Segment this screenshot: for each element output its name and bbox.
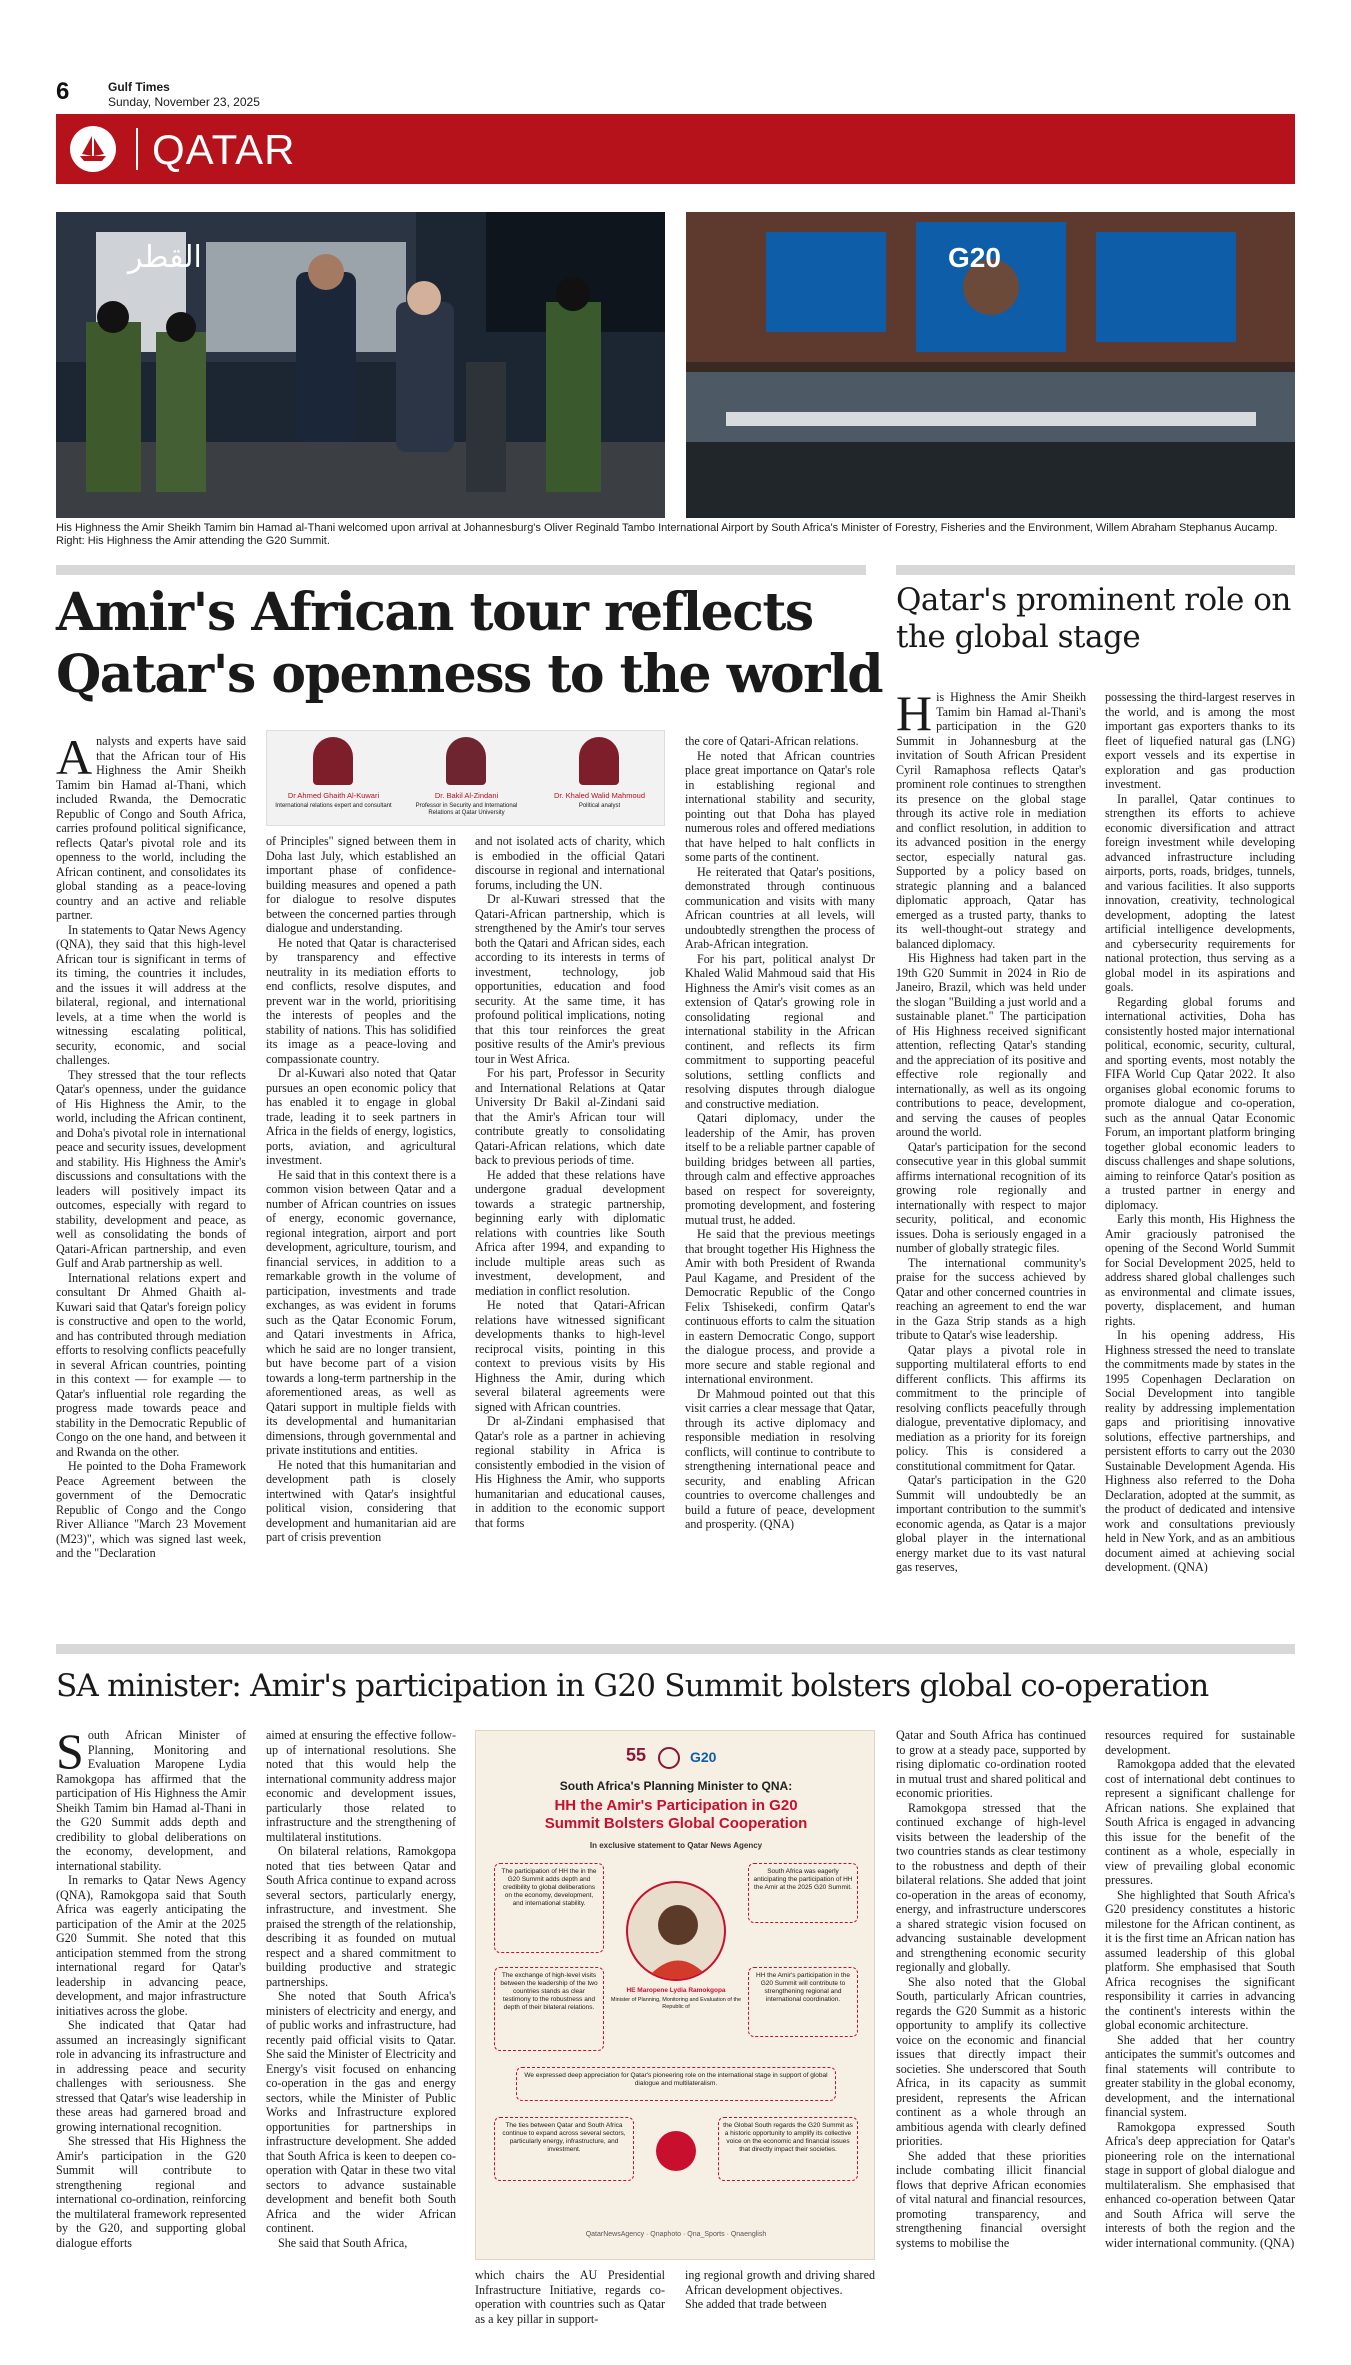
expert-role: International relations expert and consultant (275, 803, 392, 809)
graphic-subtitle: In exclusive statement to Qatar News Agency (589, 1841, 763, 1850)
qna-logo-icon (658, 1747, 680, 1769)
paragraph: She noted that South Africa's ministers of electricity and energy, and of public works and infrastructure, had recently paid official visits to Qatar. She said the Minister of Electricity and Energy's visit focused on enhancing co-operation in the gas and energy sectors, while the Minister of Public Works and Infrastructure explored opportunities for partnerships in infrastructure development. She added that South Africa is keen to deepen co-operation with Qatar in these two vital sectors to advance sustainable development and benefit both South Africa and the wider African continent. (266, 1989, 456, 2235)
paragraph: He reiterated that Qatar's positions, demonstrated through continuous communication and visits with many African countries at all levels, will undoubtedly strengthen the process of Arab-African integration. (685, 864, 875, 951)
article1-col4 (685, 734, 875, 1606)
article3-headline: SA minister: Amir's participation in G20 Summit bolsters global co-operation (56, 1668, 1209, 1704)
expert-name: Dr. Bakil Al-Zindani (434, 791, 499, 800)
paragraph: Ramokgopa added that the elevated cost of international debt continues to represent a significant challenge for African nations. She explained that South Africa is engaged in advancing this issue for the benefit of the continent as a whole, especially in view of prevailing global economic pressures. (1105, 1757, 1295, 1887)
article3-col5 (896, 1728, 1086, 2328)
paper-name: Gulf Times (108, 80, 170, 94)
paragraph: Qatar and South Africa has continued to grow at a steady pace, supported by rising diplomatic co-ordination rooted in mutual trust and shared political and economic priorities. (896, 1728, 1086, 1800)
article-rule (56, 1644, 1295, 1654)
quote-box: The participation of HH the in the G20 Summit adds depth and credibility to global deliberations on the economy, development, and international stability. (494, 1863, 604, 1953)
photo-caption: His Highness the Amir Sheikh Tamim bin Hamad al-Thani welcomed upon arrival at Johannesburg's Oliver Reginald Tambo International Airport by South Africa's Minister of Forestry, Fisheries and the Environment, Willem Abraham Stephanus Aucamp. Right: His Highness the Amir attending the G20 Summit. (56, 522, 1278, 547)
paragraph: He noted that African countries place great importance on Qatar's role in establishing regional and international stability and security, pointing out that Doha has played numerous roles and offered mediations that have helped to halt conflicts in some parts of the continent. (685, 748, 875, 864)
paragraph: aimed at ensuring the effective follow-up of international resolutions. She noted that this would help the international community address major economic and development issues, particularly those related to infrastructure and the strengthening of multilateral institutions. (266, 1728, 456, 1844)
paragraph: South African Minister of Planning, Monitoring and Evaluation Maropene Lydia Ramokgopa has affirmed that the participation of His Highness the Amir Sheikh Tamim bin Hamad al-Thani in the G20 Summit adds depth and credibility to global deliberations on the economy, development, and international stability. (56, 1728, 246, 1873)
paragraph: Early this month, His Highness the Amir graciously patronised the opening of the Second World Summit for Social Development 2025, held to address shared global challenges such as environmental and climate issues, poverty, displacement, and human rights. (1105, 1212, 1295, 1328)
paragraph: Qatari diplomacy, under the leadership of the Amir, has proven itself to be a reliable partner capable of building bridges between all parties, through calm and effective approaches based on respect for sovereignty, promoting development, and fostering mutual trust, he added. (685, 1111, 875, 1227)
article2-col1 (896, 690, 1086, 1606)
article-rule (56, 565, 866, 575)
paragraph: She indicated that Qatar had assumed an increasingly significant role in advancing its infrastructure and in addressing peace and security challenges with seriousness. She stressed that Qatar's wise leadership in these areas had garnered broad and growing international recognition. (56, 2018, 246, 2134)
article-rule (896, 565, 1295, 575)
article3-col6 (1105, 1728, 1295, 2328)
paragraph: The international community's praise for the success achieved by Qatar and other concerned countries in reaching an agreement to end the war in the Gaza Strip stands as a high tribute to Qatar's wise leadership. (896, 1255, 1086, 1342)
paragraph: Qatar's participation for the second consecutive year in this global summit affirms international recognition of its growing role regionally and internationally with respect to major security, political, and economic issues. Doha is seriously engaged in a number of globally strategic files. (896, 1139, 1086, 1255)
paragraph: Ramokgopa expressed South Africa's deep appreciation for Qatar's pioneering role on the international stage in support of global dialogue and multilateralism. She emphasised that enhanced co-operation between Qatar and South Africa will serve the interests of both the region and the wider international community. (QNA) (1105, 2119, 1295, 2250)
paragraph: He noted that Qatar is characterised by transparency and effective neutrality in its mediation efforts to end conflicts, resolve disputes, and prevent war in the world, prioritising the interests of peoples and the stability of nations. This has solidified its image as a peace-loving and compassionate country. (266, 935, 456, 1066)
dhow-logo-icon (70, 126, 116, 172)
paragraph: His Highness had taken part in the 19th G20 Summit in 2024 in Rio de Janeiro, Brazil, which was held under the slogan "Building a just world and a sustainable planet." The participation of His Highness received significant attention, reflecting Qatar's standing and the appreciation of its positive and effective role regionally and internationally, as well as its ongoing contributions to peace, development, and serving the causes of peoples around the world. (896, 951, 1086, 1139)
page-number: 6 (56, 78, 70, 105)
paragraph: He pointed to the Doha Framework Peace Agreement between the government of the Democratic Republic of Congo and the Congo River Alliance "March 23 Movement (M23)", which was signed last week, and the "Declaration (56, 1459, 246, 1560)
paragraph: and not isolated acts of charity, which is embodied in the official Qatari discourse in regional and international forums, including the UN. (475, 834, 665, 892)
section-divider (136, 128, 138, 170)
article1-col1 (56, 734, 246, 1606)
minister-portrait (626, 1881, 726, 1981)
quote-box: The exchange of high-level visits between the leadership of the two countries stands as clear testimony to the robustness and depth of their bilateral relations. (494, 1967, 604, 2051)
airport-sign: القطر (128, 240, 202, 275)
issue-date: Sunday, November 23, 2025 (108, 95, 260, 109)
paragraph: He noted that this humanitarian and development path is closely intertwined with Qatar's insightful political vision, considering that development and humanitarian aid are part of crisis prevention (266, 1457, 456, 1544)
paragraph: He added that these relations have undergone gradual development towards a strategic partnership, beginning early with diplomatic relations with countries like South Africa after 1994, and expanding to include multiple areas such as investment, development, and mediation in conflict resolution. (475, 1167, 665, 1298)
paragraph: For his part, Professor in Security and International Relations at Qatar University Dr Bakil al-Zindani said that the Amir's African tour will contribute greatly to consolidating Qatari-African relations, which date back to previous periods of time. (475, 1066, 665, 1167)
article1-col3 (475, 834, 665, 1606)
expert-role: Political analyst (578, 803, 621, 809)
paragraph: On bilateral relations, Ramokgopa noted that ties between Qatar and South Africa continue to expand across several sectors, particularly energy, infrastructure, and investment. She praised the strength of the relationship, describing it as founded on mutual respect and a shared commitment to building productive and strategic partnerships. (266, 1844, 456, 1989)
avatar (446, 737, 486, 785)
paragraph: In statements to Qatar News Agency (QNA), they said that this high-level African tour is significant in terms of its timing, the countries it includes, and the issues it will address at the bilateral, regional, and international levels, at a time when the world is witnessing escalating political, security, economic, and social challenges. (56, 922, 246, 1067)
article3-col1 (56, 1728, 246, 2328)
paragraph: She also noted that the Global South, particularly African countries, regards the G20 Summit as a historic opportunity to amplify its collective voice on the economic and financial issues that directly impact their societies. She underscored that South Africa, in its capacity as summit president, represents the African continent as a whole through an ambitious agenda with clearly defined priorities. (896, 1974, 1086, 2148)
anniversary-logo: 55 (626, 1745, 647, 1765)
social-footer: QatarNewsAgency · Qnaphoto · Qna_Sports · Qnaenglish (585, 2231, 767, 2238)
expert-role: Professor in Security and International Relations at Qatar University (415, 803, 518, 816)
graphic-headline-line: HH the Amir's Participation in G20 (554, 1797, 798, 1814)
paragraph: Dr al-Kuwari also noted that Qatar pursues an open economic policy that has enabled it to engage in global trade, leading it to seek partners in Africa in the fields of energy, logistics, ports, aviation, and agricultural investment. (266, 1066, 456, 1167)
paragraph: In remarks to Qatar News Agency (QNA), Ramokgopa said that South Africa was eagerly anticipating the participation of the Amir at the 2025 G20 Summit. She noted that this anticipation stemmed from the strong international regard for Qatar's leadership in advancing peace, development, and major infrastructure initiatives across the globe. (56, 1873, 246, 2018)
section-banner (56, 114, 1295, 184)
avatar (579, 737, 619, 785)
paragraph: For his part, political analyst Dr Khaled Walid Mahmoud said that His Highness the Amir's visit comes as an extension of Qatar's growing role in consolidating regional and international stability in the African continent, and reflects its firm commitment to supporting peaceful solutions, settling conflicts and resolving disputes through dialogue and constructive mediation. (685, 951, 875, 1111)
graphic-headline (476, 1797, 875, 1833)
quote-box-wide: We expressed deep appreciation for Qatar's pioneering role on the international stage in support of global dialogue and multilateralism. (516, 2067, 836, 2101)
paragraph: He noted that Qatari-African relations have witnessed significant developments thanks to high-level reciprocal visits, pointing in this context to previous visits by His Highness the Amir, during which several bilateral agreements were signed with African countries. (475, 1298, 665, 1414)
minister-name: HE Maropene Lydia Ramokgopa (626, 1987, 726, 1994)
paragraph: Ramokgopa stressed that the continued exchange of high-level visits between the leadership of the two countries stands as clear testimony to the robustness and depth of their bilateral relations. She added that joint co-operation in the areas of economy, energy, and infrastructure underscores a shared strategic vision focused on advancing sustainable development and strengthening economic security regionally and globally. (896, 1800, 1086, 1974)
article2-col2 (1105, 690, 1295, 1606)
quote-box: South Africa was eagerly anticipating the participation of HH the Amir at the 2025 G20 Summit. (748, 1863, 858, 1923)
avatar (313, 737, 353, 785)
paragraph: Regarding global forums and international activities, Doha has consistently hosted major international political, economic, security, cultural, and sporting events, most notably the FIFA World Cup Qatar 2022. It also organises global economic forums to promote dialogue and co-operation, such as the annual Qatar Economic Forum, an important platform bringing together global economic leaders to discuss challenges and shape solutions, aiming to reinforce Qatar's position as a trusted partner in energy and diplomacy. (1105, 994, 1295, 1212)
expert-name: Dr Ahmed Ghaith Al-Kuwari (287, 791, 380, 800)
paragraph: She stressed that His Highness the Amir's participation in the G20 Summit will contribute to strengthening regional and international co-ordination, reinforcing the multilateral framework represented by the G20, and supporting global dialogue efforts (56, 2134, 246, 2250)
paragraph: They stressed that the tour reflects Qatar's openness, under the guidance of His Highness the Amir, to the world, including the African continent, and Doha's pivotal role in international peace and security issues, development and stability. His Highness the Amir's discussions and consultations with the leaders will positively impact its outcomes, especially with regard to stability, development and peace, as well as consolidating the bonds of Qatari-African partnership, and even Gulf and Arab partnership as well. (56, 1067, 246, 1270)
article2-headline: Qatar's prominent role on the global stage (896, 582, 1291, 655)
paragraph: His Highness the Amir Sheikh Tamim bin Hamad al-Thani's participation in the G20 Summit in Johannesburg at the invitation of South African President Cyril Ramaphosa reflects Qatar's prominent role continues to strengthen its presence on the global stage through its active role in mediation and conflict resolution, in addition to its advanced position in the energy sector, especially natural gas. Supported by a policy based on strategic planning and a balanced diplomatic approach, Qatar has emerged as a trusted party, thanks to its well-thought-out strategy and balanced diplomacy. (896, 690, 1086, 951)
g20-banner-text: G20 (948, 242, 1001, 273)
g20-logo: G20 (690, 1749, 717, 1765)
qna-infographic (475, 1730, 875, 2260)
paragraph: resources required for sustainable development. (1105, 1728, 1295, 1757)
paragraph: Dr Mahmoud pointed out that this visit carries a clear message that Qatar, through its active diplomacy and responsible mediation in resolving conflicts, will continue to contribute to strengthening international peace and security, and enabling African countries to overcome challenges and build a future of peace, development and prosperity. (QNA) (685, 1386, 875, 1531)
paragraph: International relations expert and consultant Dr Ahmed Ghaith al-Kuwari said that Qatar's foreign policy is constructive and open to the world, and has contributed through mediation efforts to resolving conflicts peacefully in several African countries, pointing in this context — for example — to Qatar's influential role regarding the progress made towards peace and stability in the Democratic Republic of Congo on the one hand, and between it and Rwanda on the other. (56, 1270, 246, 1459)
article1-col2 (266, 834, 456, 1606)
photo-amir-arrival (56, 212, 665, 518)
paragraph: Analysts and experts have said that the African tour of His Highness the Amir Sheikh Tamim bin Hamad al-Thani, which included Rwanda, the Democratic Republic of Congo and South Africa, carries profound political significance, reflects Qatar's pivotal role and its openness to the world, including the African continent, and consolidates its global standing as a peace-loving country and an active and reliable partner. (56, 734, 246, 922)
paragraph: the core of Qatari-African relations. (685, 734, 859, 748)
paragraph: of Principles" signed between them in Doha last July, which established an important phase of confidence-building measures and opened a path for dialogue to resolve disputes between the concerned parties through dialogue and understanding. (266, 834, 456, 935)
paragraph: He said that in this context there is a common vision between Qatar and a number of African countries on issues of energy, economic governance, regional integration, airport and port development, agriculture, tourism, and financial services, in addition to a remarkable growth in the volume of participation, investments and trade exchanges, as was evident in forums such as the Qatar Economic Forum, and Qatari investments in Africa, which he said are no longer transient, but have become part of a vision towards a long-term partnership in the aforementioned areas, as well as Qatari support in multiple fields with its developmental and humanitarian dimensions, through governmental and private institutions and entities. (266, 1167, 456, 1457)
graphic-kicker: South Africa's Planning Minister to QNA: (559, 1779, 793, 1793)
paragraph: Dr al-Zindani emphasised that Qatar's role as a partner in achieving regional stability in Africa is consistently embodied in the vision of His Highness the Amir, who supports humanitarian and educational causes, in addition to the economic support that forms (475, 1414, 665, 1530)
minister-title: Minister of Planning, Monitoring and Evaluation of the Republic of (610, 1997, 742, 2010)
paragraph: She said that South Africa, (278, 2235, 408, 2250)
quote-box: The ties between Qatar and South Africa continue to expand across several sectors, particularly energy, infrastructure, and investment. (494, 2117, 634, 2181)
paragraph: Qatar plays a pivotal role in supporting multilateral efforts to end different conflicts. This affirms its commitment to the principle of resolving conflicts peacefully through dialogue, preventative diplomacy, and mediation as a priority for its foreign policy. This is considered a constitutional commitment for Qatar. (896, 1342, 1086, 1473)
paragraph: She added that these priorities include combating illicit financial flows that deprive African economies of vital natural and financial resources, promoting transparency, and strengthening financial oversight systems to mobilise the (896, 2148, 1086, 2250)
article1-headline: Amir's African tour reflects Qatar's openness to the world (56, 582, 883, 705)
paragraph: Dr al-Kuwari stressed that the Qatari-African partnership, which is strengthened by the Amir's tour serves both the Qatari and African sides, each according to its interests in terms of investment, technology, job opportunities, education and food security. At the same time, it has profound political implications, noting that this tour reinforces the great positive results of the Amir's previous tour in West Africa. (475, 892, 665, 1066)
expert-name: Dr. Khaled Walid Mahmoud (553, 791, 645, 800)
paragraph: He said that the previous meetings that brought together His Highness the Amir with both President of Rwanda Paul Kagame, and President of the Democratic Republic of the Congo Felix Tshisekedi, confirm Qatar's continuous efforts to calm the situation in eastern Democratic Congo, support the dialogue process, and provide a more secure and stable regional and international environment. (685, 1227, 875, 1386)
paragraph: Qatar's participation in the G20 Summit will undoubtedly be an important contribution to the summit's economic agenda, as Qatar is a major global player in the international energy market due to its vast natural gas reserves, (896, 1473, 1086, 1574)
article3-col2 (266, 1728, 456, 2328)
paragraph: possessing the third-largest reserves in the world, and is among the most important gas exporters thanks to its fleet of liquefied natural gas (LNG) export vessels and its expertise in exploration and gas production investment. (1105, 690, 1295, 791)
article3-col4-under: ing regional growth and driving shared African development objectives. She added that trade between (685, 2268, 875, 2311)
paragraph: She added that her country anticipates the summit's outcomes and final statements will contribute to greater stability in the global economy, development, and the international financial system. (1105, 2032, 1295, 2119)
quote-box: the Global South regards the G20 Summit as a historic opportunity to amplify its collective voice on the economic and financial issues that directly impact their societies. (718, 2117, 858, 2181)
section-title: QATAR (152, 126, 296, 173)
article3-col3-under: which chairs the AU Presidential Infrastructure Initiative, regards co-operation with countries such as Qatar as a key pillar in support- (475, 2268, 665, 2326)
handshake-icon (656, 2131, 696, 2171)
paragraph: In parallel, Qatar continues to strengthen its efforts to achieve economic diversification and attract foreign investment while developing advanced infrastructure including airports, ports, roads, bridges, tunnels, and various facilities. It also supports innovation, creativity, technological development, adopting the latest artificial intelligence developments, and cybersecurity requirements for national protection, thus serving as a global model in its aspirations and goals. (1105, 791, 1295, 994)
photo-g20-summit (686, 212, 1295, 518)
experts-panel (266, 730, 665, 826)
graphic-headline-line: Summit Bolsters Global Cooperation (544, 1815, 808, 1832)
paragraph: In his opening address, His Highness stressed the need to translate the commitments made by states in the 1995 Copenhagen Declaration on Social Development into tangible reality by addressing implementation gaps and prioritising innovative solutions, effective partnerships, and persistent efforts to carry out the 2030 Sustainable Development Agenda. His Highness also referred to the Doha Declaration, adopted at the summit, as the product of dedicated and intensive work and consultations previously held in New York, and as an ambitious document aimed at achieving social development. (QNA) (1105, 1328, 1295, 1574)
quote-box: HH the Amir's participation in the G20 Summit will contribute to strengthening regional and international coordination. (748, 1967, 858, 2037)
paragraph: She highlighted that South Africa's G20 presidency constitutes a historic milestone for the African continent, as it is the first time an African nation has assumed leadership of this global platform. She emphasised that South Africa recognises the significant responsibility it carries in advancing the continent's interests within the global economic architecture. (1105, 1887, 1295, 2032)
